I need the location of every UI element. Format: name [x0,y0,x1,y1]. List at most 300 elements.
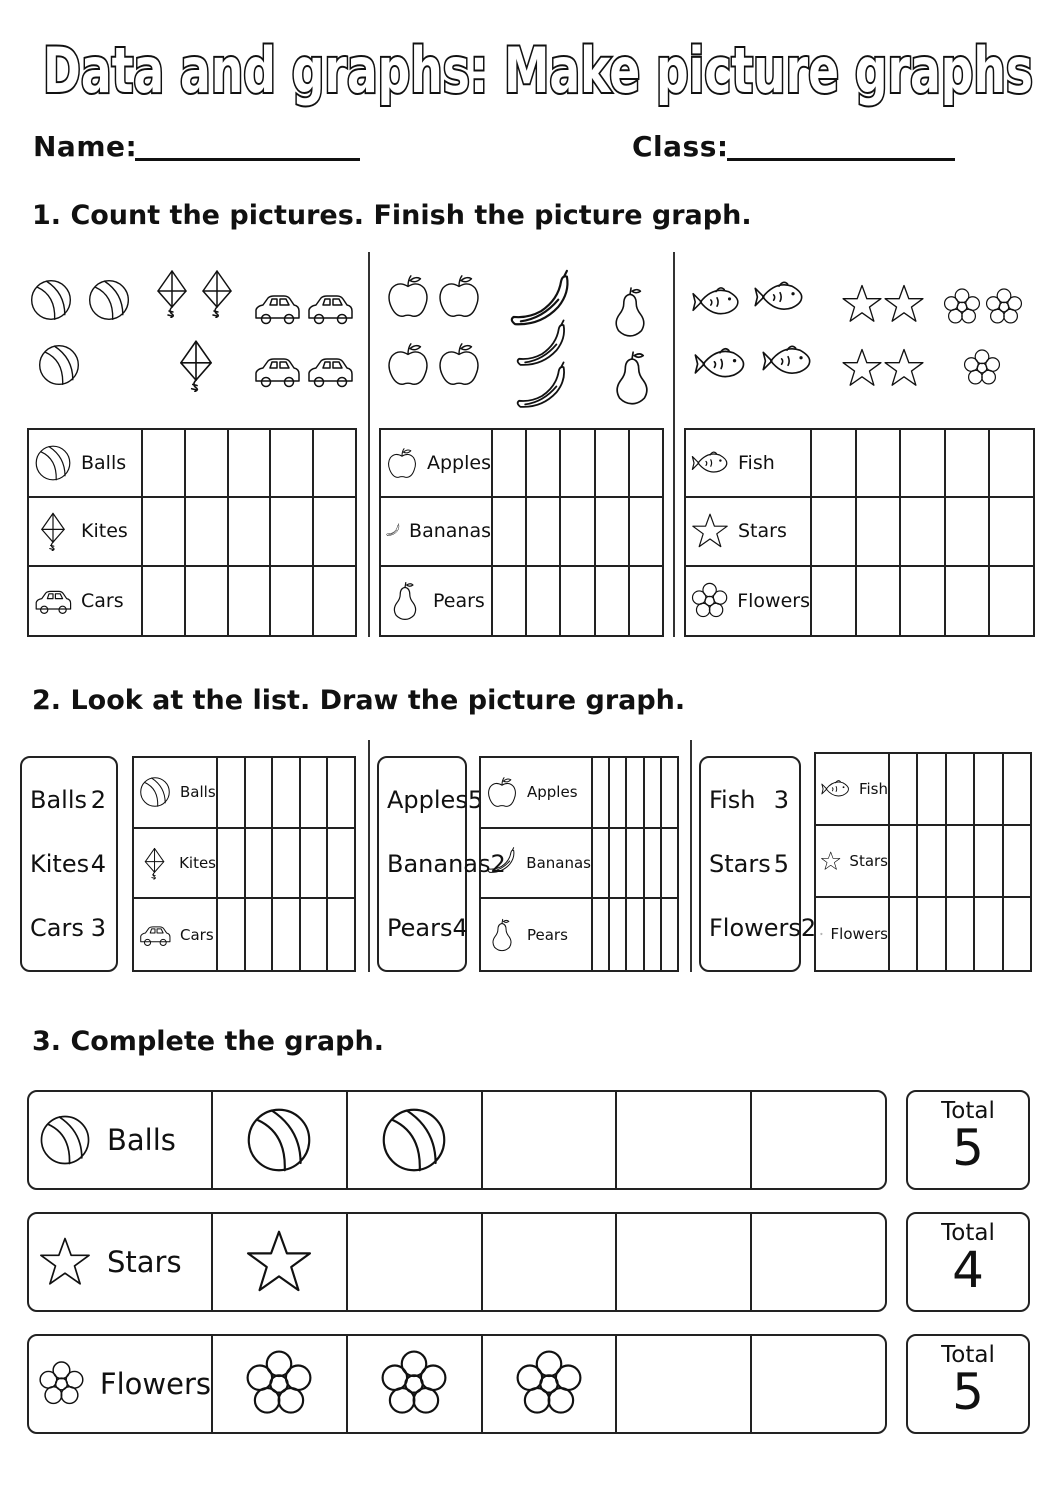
graph-cell[interactable] [890,898,918,970]
picture [147,268,197,318]
graph-cell[interactable] [314,498,355,564]
graph-cell[interactable] [273,829,301,898]
total-label: Total [941,1342,995,1368]
car-icon [33,581,73,621]
picture [604,350,660,406]
graph-cell[interactable] [610,758,627,827]
graph-cell[interactable] [947,754,975,824]
q2-list-3 [699,756,817,972]
list-item [709,786,789,814]
q3-cell[interactable] [213,1092,348,1188]
graph-cell[interactable] [218,758,246,827]
q3-total-stars [906,1212,1030,1312]
apple-icon [485,775,519,809]
kite-icon [169,338,223,392]
q1-graph-1 [27,428,357,637]
q3-cell[interactable] [752,1214,885,1310]
graph-cell[interactable] [271,430,314,496]
graph-row [686,430,1033,498]
picture [604,286,656,338]
graph-cell[interactable] [975,826,1003,896]
q2-graph-3 [814,752,1032,972]
graph-row [29,567,355,635]
q3-row-stars [27,1212,887,1312]
divider [368,740,370,972]
total-value: 4 [952,1241,984,1299]
graph-cell[interactable] [314,430,355,496]
q3-cell[interactable] [483,1092,618,1188]
graph-row-header [686,430,812,496]
name-field[interactable] [135,158,360,161]
graph-row [29,498,355,566]
flower-icon [513,1348,585,1420]
list-item-value: 5 [773,850,789,878]
graph-cell[interactable] [271,567,314,635]
q1-graph-3 [684,428,1035,637]
star-icon [37,1234,93,1290]
ball-icon [37,1112,93,1168]
graph-row-label: Kites [81,520,128,543]
total-label: Total [941,1220,995,1246]
picture [512,360,572,420]
graph-cell[interactable] [218,899,246,970]
class-label: Class: [632,130,729,163]
graph-cell[interactable] [946,430,991,496]
class-field[interactable] [727,158,955,161]
graph-cell[interactable] [246,829,274,898]
q3-cell[interactable] [617,1092,752,1188]
divider [368,252,370,637]
graph-row-header [816,754,890,824]
graph-cell[interactable] [186,567,229,635]
flower-icon [984,287,1024,327]
graph-cell[interactable] [627,758,644,827]
graph-row-label: Pears [433,589,485,612]
picture [169,338,223,392]
list-item-label: Kites [30,850,90,878]
graph-row-label: Cars [180,925,214,944]
picture [752,270,806,324]
q3-row-label: Balls [107,1123,176,1157]
graph-row-label: Kites [179,853,216,872]
graph-cell[interactable] [301,758,329,827]
picture [882,346,926,390]
graph-row [816,754,1030,826]
graph-row [134,899,354,970]
q3-cell[interactable] [348,1214,483,1310]
graph-cell[interactable] [273,899,301,970]
list-item-value: 4 [452,914,468,942]
picture [840,346,884,390]
graph-cell[interactable] [493,498,527,564]
flower-icon [690,581,729,621]
graph-row-header [686,567,812,635]
graph-cell[interactable] [229,567,272,635]
graph-cell[interactable] [812,498,857,564]
graph-cell[interactable] [314,567,355,635]
graph-row-label: Cars [81,589,124,612]
ball-icon [28,277,74,323]
graph-cell[interactable] [143,567,186,635]
graph-row [481,829,677,900]
graph-row [134,829,354,900]
picture [840,282,884,326]
car-icon [252,283,302,333]
ball-icon [243,1104,315,1176]
graph-cell[interactable] [273,758,301,827]
graph-cell[interactable] [946,567,991,635]
picture [384,272,432,320]
graph-cell[interactable] [301,829,329,898]
list-item-label: Balls [30,786,88,814]
q3-row-header [29,1214,213,1310]
graph-row-header [381,430,493,496]
picture [86,277,132,323]
ball-icon [138,775,172,809]
graph-row-header [381,567,493,635]
pear-icon [604,350,660,406]
graph-row-header [29,567,143,635]
flower-icon [962,348,1002,388]
q3-row-label: Flowers [99,1367,211,1401]
question-3-heading: 3. Complete the graph. [32,1026,384,1057]
graph-cell[interactable] [645,899,662,970]
banana-icon [385,511,401,551]
graph-row-header [29,430,143,496]
star-icon [840,346,884,390]
pear-icon [385,581,425,621]
graph-row-label: Flowers [830,924,888,943]
graph-row [686,567,1033,635]
graph-row [686,498,1033,566]
graph-row-header [816,826,890,896]
graph-cell[interactable] [662,829,677,898]
apple-icon [384,272,432,320]
q3-row-header [29,1336,213,1432]
graph-cell[interactable] [947,898,975,970]
pear-icon [485,918,519,952]
graph-cell[interactable] [947,826,975,896]
graph-cell[interactable] [186,430,229,496]
kite-icon [33,511,73,551]
star-icon [690,511,730,551]
picture [384,340,432,388]
picture [435,272,483,320]
q3-cell[interactable] [617,1214,752,1310]
graph-cell[interactable] [596,498,630,564]
picture [36,342,82,388]
list-item-value: 4 [90,850,106,878]
list-item-value: 5 [467,786,484,814]
q2-graph-1 [132,756,356,972]
graph-cell[interactable] [990,498,1033,564]
divider [690,740,692,972]
graph-cell[interactable] [593,829,610,898]
car-icon [305,283,355,333]
q2-graph-2 [479,756,679,972]
graph-cell[interactable] [301,899,329,970]
graph-cell[interactable] [630,430,662,496]
graph-row-label: Balls [81,452,127,475]
ball-icon [86,277,132,323]
q3-cell[interactable] [752,1092,885,1188]
flower-icon [243,1348,315,1420]
picture [882,282,926,326]
apple-icon [435,272,483,320]
graph-cell[interactable] [271,498,314,564]
list-item [30,914,106,942]
graph-cell[interactable] [328,829,354,898]
q3-row-flowers [27,1334,887,1434]
graph-cell[interactable] [246,758,274,827]
list-item-label: Bananas [387,850,491,878]
q3-total-balls [906,1090,1030,1190]
graph-cell[interactable] [630,567,662,635]
graph-cell[interactable] [901,567,946,635]
graph-row-header [134,829,218,898]
total-label: Total [941,1098,995,1124]
list-item [30,850,106,878]
picture [305,346,355,396]
graph-row-header [481,758,593,827]
graph-row-label: Stars [738,520,787,543]
star-icon [840,282,884,326]
graph-cell[interactable] [1004,898,1030,970]
graph-row-label: Stars [849,851,888,870]
fish-icon [692,336,748,392]
question-2-heading: 2. Look at the list. Draw the picture graph. [32,685,686,716]
graph-cell[interactable] [630,498,662,564]
graph-cell[interactable] [1004,754,1030,824]
graph-row [381,567,662,635]
q3-cell[interactable] [617,1336,752,1432]
list-item [387,914,468,942]
total-value: 5 [952,1119,984,1177]
list-item-label: Flowers [709,914,801,942]
graph-cell[interactable] [1004,826,1030,896]
graph-row-label: Fish [858,779,888,798]
graph-cell[interactable] [328,899,354,970]
star-icon [243,1226,315,1298]
list-item [387,786,484,814]
name-label: Name: [33,130,138,163]
q3-cell[interactable] [483,1214,618,1310]
graph-row-label: Bananas [526,853,591,872]
ball-icon [33,443,73,483]
list-item-value: 3 [773,786,789,814]
q3-cell[interactable] [348,1092,483,1188]
flower-icon [942,287,982,327]
graph-cell[interactable] [662,899,677,970]
graph-cell[interactable] [593,758,610,827]
graph-row-label: Balls [180,783,216,802]
q3-cell[interactable] [483,1336,618,1432]
list-item [709,850,789,878]
pear-icon [604,286,656,338]
graph-cell[interactable] [186,498,229,564]
graph-cell[interactable] [901,430,946,496]
graph-cell[interactable] [527,498,561,564]
graph-cell[interactable] [918,754,946,824]
graph-row [481,899,677,970]
graph-cell[interactable] [918,826,946,896]
graph-row [481,758,677,829]
graph-row-header [134,899,218,970]
picture [942,287,982,327]
fish-icon [820,772,851,806]
graph-row-label: Pears [527,925,568,944]
star-icon [820,844,841,878]
graph-row-header [481,899,593,970]
ball-icon [36,342,82,388]
graph-row-header [816,898,890,970]
graph-cell[interactable] [627,829,644,898]
graph-cell[interactable] [812,430,857,496]
graph-row-header [481,829,593,898]
graph-cell[interactable] [990,430,1033,496]
list-item-label: Stars [709,850,771,878]
apple-icon [435,340,483,388]
graph-row [381,498,662,566]
car-icon [305,346,355,396]
flower-icon [820,917,823,951]
svg-text:Data and graphs: Make picture: Data and graphs: Make picture graphs [43,34,1033,107]
picture [760,334,814,388]
apple-icon [385,443,419,483]
ball-icon [378,1104,450,1176]
list-item-label: Cars [30,914,84,942]
graph-row-label: Flowers [737,589,810,612]
graph-cell[interactable] [610,899,627,970]
q3-cell[interactable] [213,1214,348,1310]
kite-icon [138,846,171,880]
graph-cell[interactable] [229,498,272,564]
question-1-heading: 1. Count the pictures. Finish the picture graph. [32,200,752,231]
graph-cell[interactable] [593,899,610,970]
list-item [709,914,817,942]
graph-row-header [686,498,812,564]
picture [252,283,302,333]
fish-icon [690,443,730,483]
q3-cell[interactable] [348,1336,483,1432]
list-item-value: 2 [800,914,817,942]
fish-icon [690,276,742,328]
graph-row [816,898,1030,970]
graph-cell[interactable] [975,898,1003,970]
graph-cell[interactable] [890,754,918,824]
graph-row-label: Fish [738,452,775,475]
graph-cell[interactable] [561,430,595,496]
graph-cell[interactable] [493,567,527,635]
graph-cell[interactable] [946,498,991,564]
picture [692,336,748,392]
graph-cell[interactable] [596,430,630,496]
fish-icon [752,270,806,324]
q3-row-header [29,1092,213,1188]
graph-cell[interactable] [662,758,677,827]
q3-cell[interactable] [752,1336,885,1432]
star-icon [882,346,926,390]
graph-cell[interactable] [561,498,595,564]
graph-cell[interactable] [610,829,627,898]
list-item-label: Pears [387,914,453,942]
graph-cell[interactable] [246,899,274,970]
graph-cell[interactable] [857,430,902,496]
graph-cell[interactable] [975,754,1003,824]
graph-row [134,758,354,829]
graph-row-header [29,498,143,564]
graph-cell[interactable] [328,758,354,827]
q3-row-balls [27,1090,887,1190]
kite-icon [192,268,242,318]
graph-cell[interactable] [143,430,186,496]
q2-list-2 [377,756,506,972]
list-item-value: 2 [490,850,506,878]
list-item [387,850,506,878]
picture [305,283,355,333]
car-icon [138,918,172,952]
star-icon [882,282,926,326]
list-item-label: Fish [709,786,756,814]
graph-cell[interactable] [218,829,246,898]
divider [673,252,675,637]
graph-cell[interactable] [493,430,527,496]
graph-row-label: Bananas [409,520,491,543]
graph-cell[interactable] [901,498,946,564]
q2-list-1 [20,756,118,972]
graph-row-label: Apples [427,452,491,475]
graph-cell[interactable] [645,758,662,827]
q1-graph-2 [379,428,664,637]
graph-row-header [134,758,218,827]
graph-cell[interactable] [561,567,595,635]
q3-row-label: Stars [107,1245,182,1279]
graph-cell[interactable] [645,829,662,898]
graph-cell[interactable] [890,826,918,896]
graph-cell[interactable] [990,567,1033,635]
picture [252,346,302,396]
banana-icon [512,360,572,420]
list-item-label: Apples [387,786,468,814]
flower-icon [37,1356,86,1412]
picture [984,287,1024,327]
list-item-value: 2 [90,786,106,814]
graph-cell[interactable] [527,567,561,635]
graph-row [29,430,355,498]
car-icon [252,346,302,396]
graph-cell[interactable] [918,898,946,970]
graph-cell[interactable] [812,567,857,635]
graph-cell[interactable] [627,899,644,970]
list-item [30,786,106,814]
total-value: 5 [952,1363,984,1421]
graph-cell[interactable] [857,567,902,635]
graph-cell[interactable] [527,430,561,496]
graph-row-label: Apples [527,783,578,802]
q3-cell[interactable] [213,1336,348,1432]
picture [28,277,74,323]
graph-cell[interactable] [596,567,630,635]
kite-icon [147,268,197,318]
picture [962,348,1002,388]
picture [690,276,742,328]
picture [435,340,483,388]
graph-cell[interactable] [229,430,272,496]
graph-cell[interactable] [143,498,186,564]
graph-cell[interactable] [857,498,902,564]
worksheet-title [0,10,1055,110]
flower-icon [378,1348,450,1420]
